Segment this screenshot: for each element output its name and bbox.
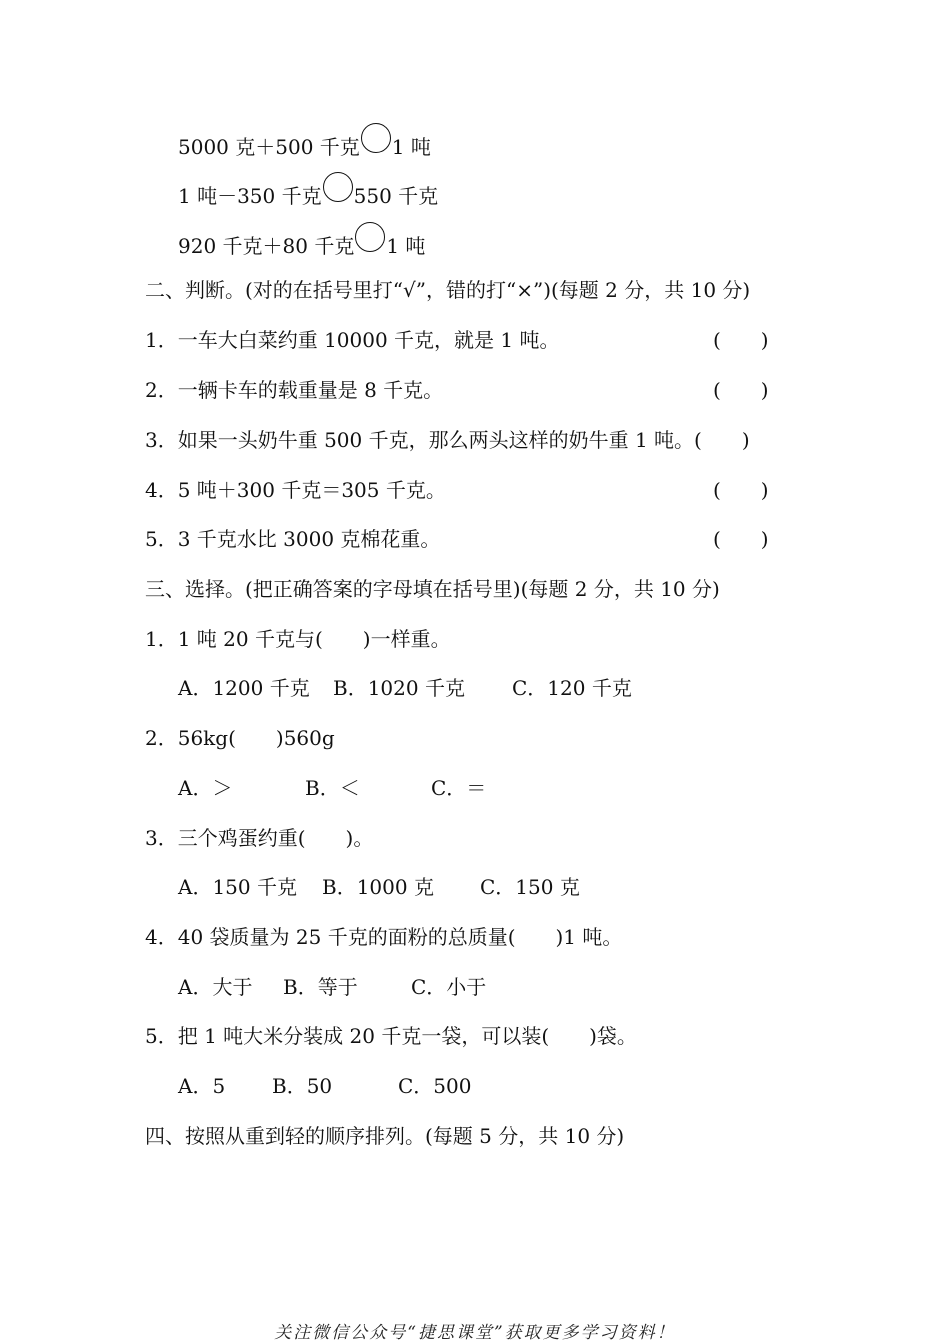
- judge-item-2: 2．一辆卡车的载重量是 8 千克。: [145, 378, 444, 402]
- judge-item-4: 4．5 吨＋300 千克＝305 千克。: [145, 478, 446, 502]
- compare-row-2: [178, 181, 438, 211]
- choice-option-3b[interactable]: B．1000 克: [322, 875, 434, 899]
- footer-note: 关注微信公众号“捷思课堂”获取更多学习资料！: [274, 1323, 676, 1343]
- compare-left: 920 千克＋80 千克: [178, 234, 355, 258]
- choice-option-5c[interactable]: C．500: [398, 1074, 472, 1098]
- compare-right: 550 千克: [353, 184, 439, 208]
- compare-right: 1 吨: [386, 234, 426, 258]
- answer-circle[interactable]: [323, 172, 353, 202]
- choice-question-2: 2．56kg( )560g: [145, 726, 335, 750]
- choice-option-3c[interactable]: C．150 克: [480, 875, 580, 899]
- judge-answer-paren-5[interactable]: ( ): [713, 527, 769, 551]
- judge-item-3: 3．如果一头奶牛重 500 千克，那么两头这样的奶牛重 1 吨。( ): [145, 428, 750, 452]
- judge-answer-paren-4[interactable]: ( ): [713, 478, 769, 502]
- section4-heading: 四、按照从重到轻的顺序排列。(每题 5 分，共 10 分): [145, 1124, 625, 1148]
- judge-answer-paren-2[interactable]: ( ): [713, 378, 769, 402]
- compare-left: 5000 克＋500 千克: [178, 135, 360, 159]
- compare-right: 1 吨: [391, 135, 431, 159]
- judge-item-5: 5．3 千克水比 3000 克棉花重。: [145, 527, 441, 551]
- choice-option-4b[interactable]: B．等于: [283, 975, 358, 999]
- choice-question-1: 1．1 吨 20 千克与( )一样重。: [145, 627, 451, 651]
- section2-heading: 二、判断。(对的在括号里打“√”，错的打“×”)(每题 2 分，共 10 分): [145, 278, 751, 302]
- choice-question-4: 4．40 袋质量为 25 千克的面粉的总质量( )1 吨。: [145, 925, 623, 949]
- choice-option-4c[interactable]: C．小于: [411, 975, 487, 999]
- choice-option-5a[interactable]: A．5: [178, 1074, 226, 1098]
- answer-circle[interactable]: [355, 222, 385, 252]
- choice-option-1b[interactable]: B．1020 千克: [333, 676, 465, 700]
- compare-row-3: [178, 231, 425, 261]
- compare-left: 1 吨－350 千克: [178, 184, 322, 208]
- choice-question-5: 5．把 1 吨大米分装成 20 千克一袋，可以装( )袋。: [145, 1024, 637, 1048]
- choice-option-4a[interactable]: A．大于: [178, 975, 253, 999]
- choice-option-5b[interactable]: B．50: [272, 1074, 333, 1098]
- judge-answer-paren-1[interactable]: ( ): [713, 328, 769, 352]
- judge-item-1: 1．一车大白菜约重 10000 千克，就是 1 吨。: [145, 328, 560, 352]
- choice-option-2a[interactable]: A．＞: [178, 776, 233, 800]
- choice-option-1a[interactable]: A．1200 千克: [178, 676, 310, 700]
- compare-row-1: [178, 132, 431, 162]
- choice-option-3a[interactable]: A．150 千克: [178, 875, 297, 899]
- choice-option-2c[interactable]: C．＝: [431, 776, 487, 800]
- answer-circle[interactable]: [361, 123, 391, 153]
- choice-question-3: 3．三个鸡蛋约重( )。: [145, 826, 374, 850]
- choice-option-1c[interactable]: C．120 千克: [512, 676, 632, 700]
- choice-option-2b[interactable]: B．＜: [305, 776, 360, 800]
- section3-heading: 三、选择。(把正确答案的字母填在括号里)(每题 2 分，共 10 分): [145, 577, 720, 601]
